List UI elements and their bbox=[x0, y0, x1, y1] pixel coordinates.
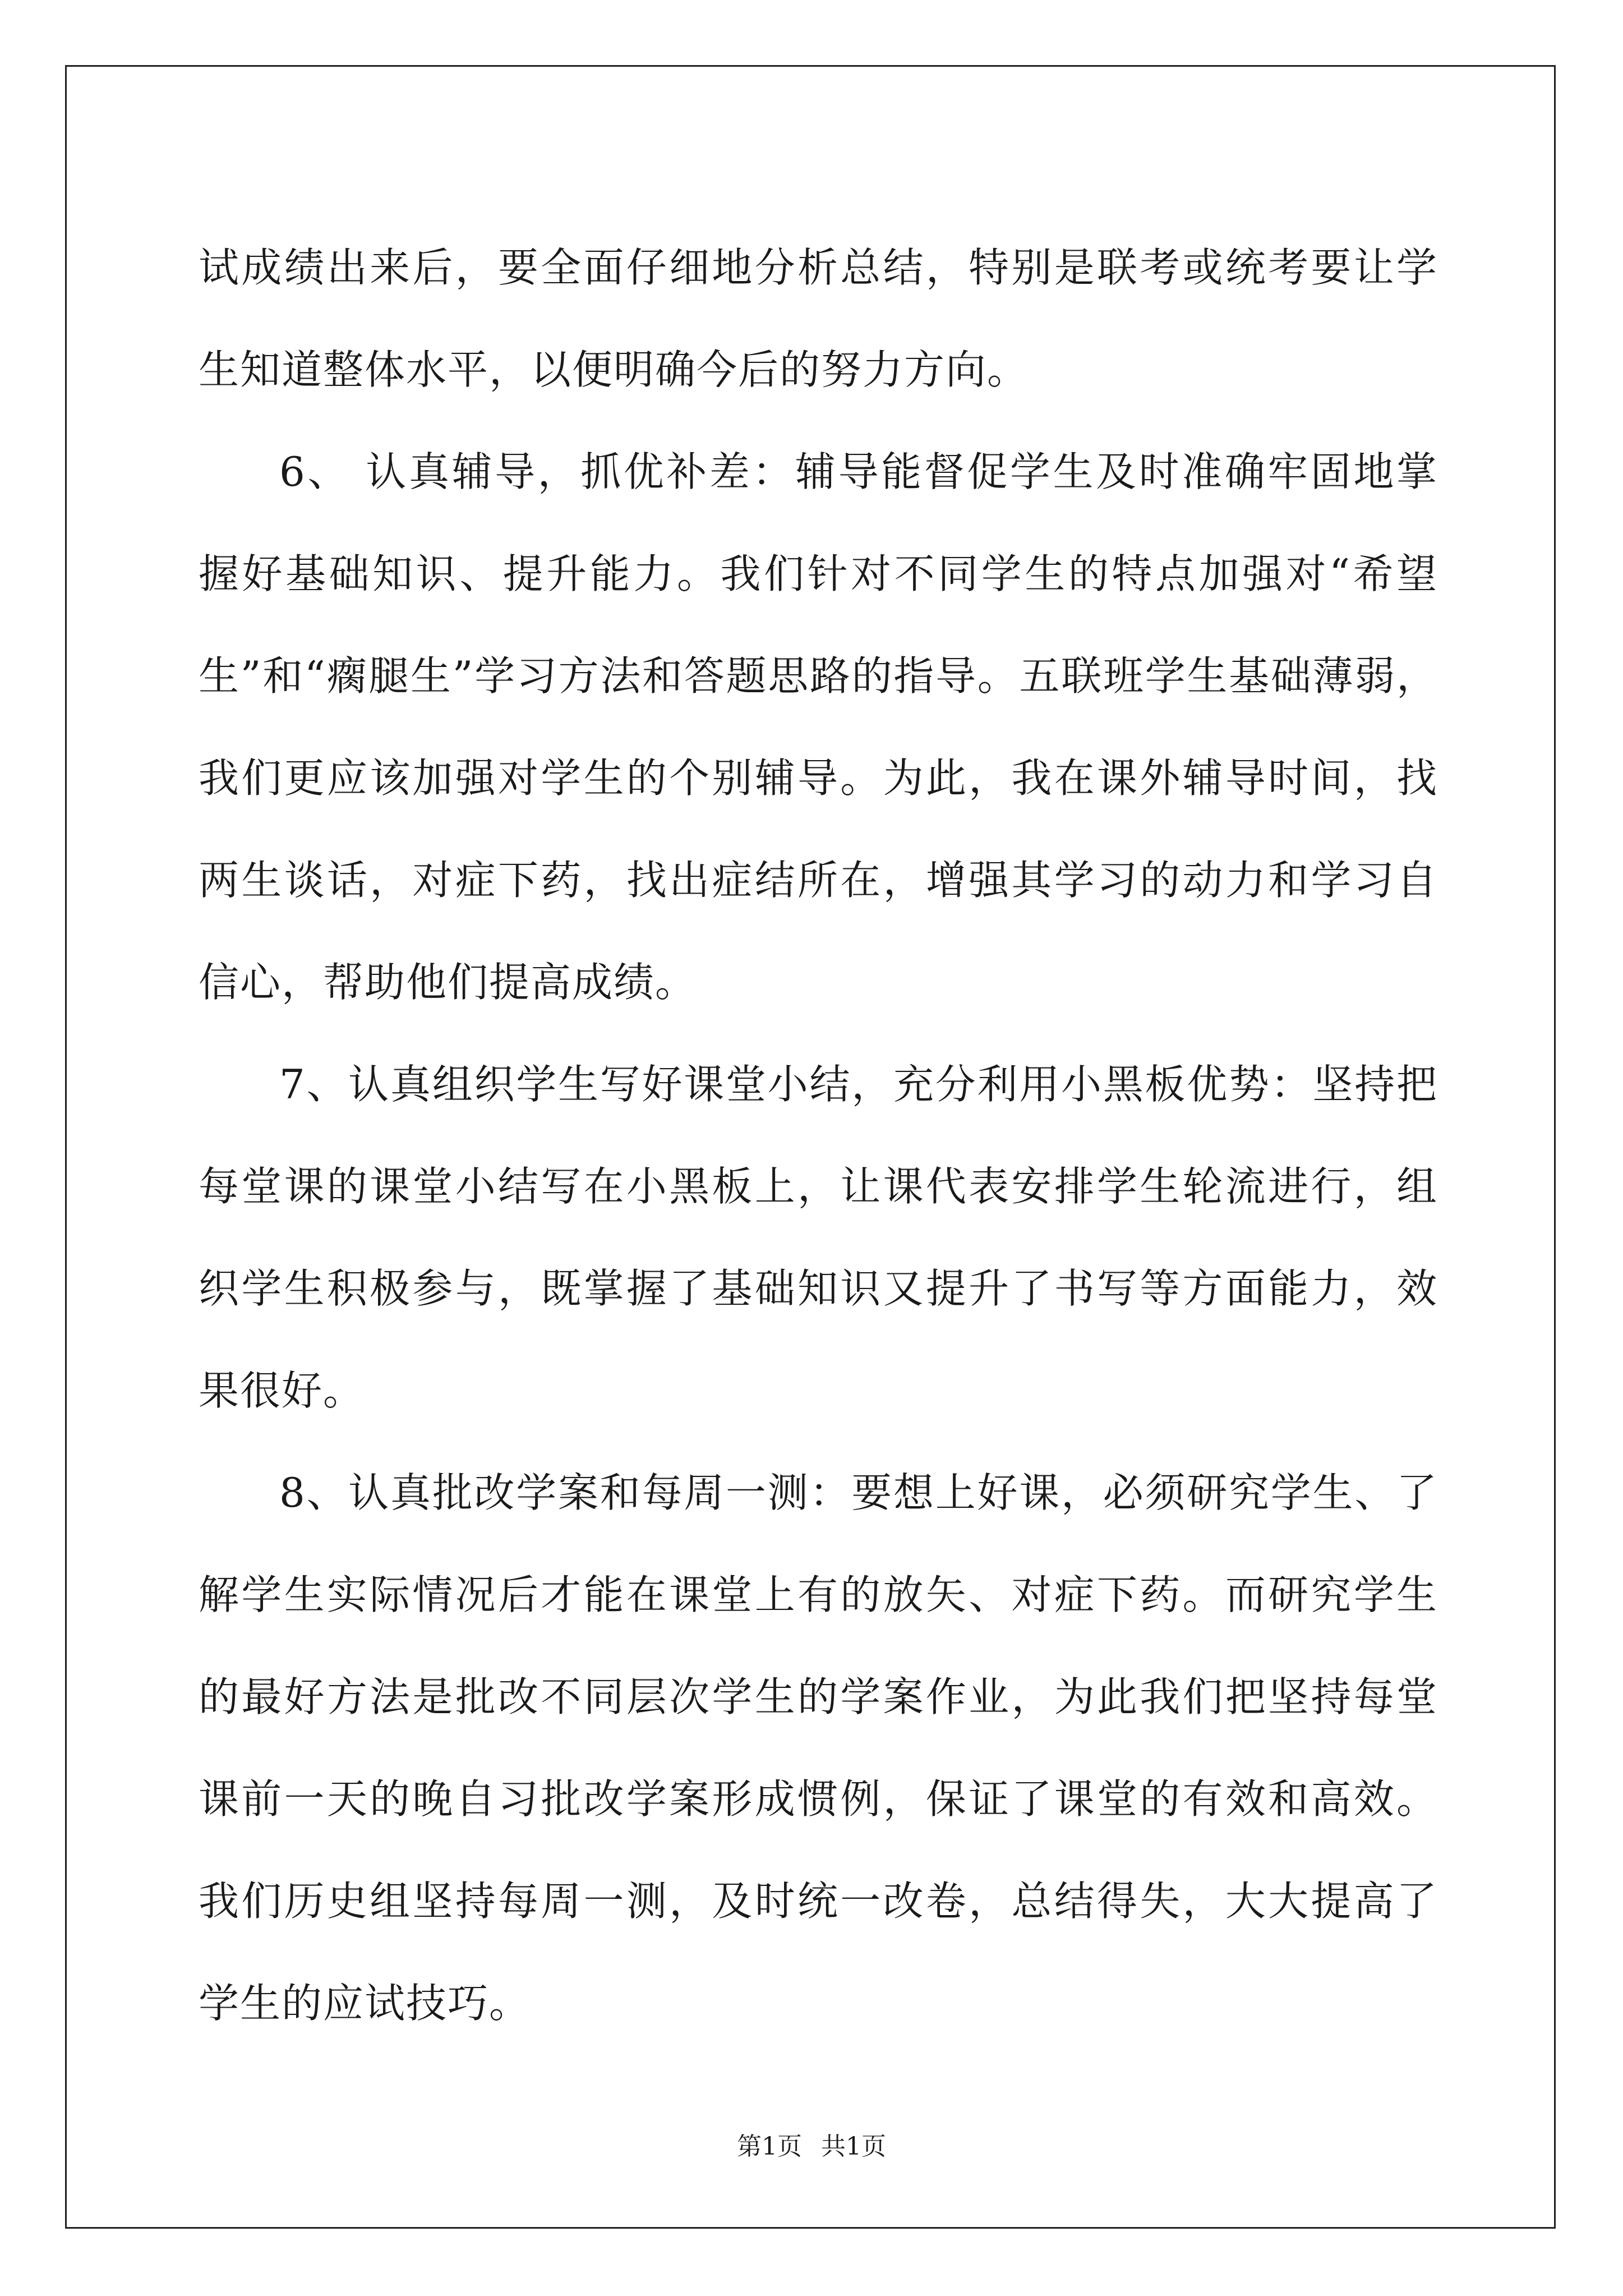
page-total: 共1页 bbox=[821, 2132, 886, 2161]
page-number: 第1页 bbox=[737, 2132, 802, 2161]
paragraph-1: 试成绩出来后，要全面仔细地分析总结，特别是联考或统考要让学生知道整体水平，以便明确今后的努力方向。 bbox=[199, 244, 1438, 393]
paragraph-3: 7、认真组织学生写好课堂小结，充分利用小黑板优势：坚持把每堂课的课堂小结写在小黑板上，让课代表安排学生轮流进行，组织学生积极参与，既掌握了基础知识又提升了书写等方面能力，效果很好。 bbox=[199, 1061, 1438, 1414]
document-body bbox=[199, 217, 1438, 2054]
paragraph-2: 6、 认真辅导，抓优补差：辅导能督促学生及时准确牢固地掌握好基础知识、提升能力。我们针对不同学生的特点加强对“希望生”和“瘸腿生”学习方法和答题思路的指导。五联班学生基础薄弱，我们更应该加强对学生的个别辅导。为此，我在课外辅导时间，找两生谈话，对症下药，找出症结所在，增强其学习的动力和学习自信心，帮助他们提高成绩。 bbox=[199, 448, 1438, 1006]
page-footer bbox=[0, 2126, 1623, 2162]
paragraph-4: 8、认真批改学案和每周一测：要想上好课，必须研究学生、了解学生实际情况后才能在课堂上有的放矢、对症下药。而研究学生的最好方法是批改不同层次学生的学案作业，为此我们把坚持每堂课前一天的晚自习批改学案形成惯例，保证了课堂的有效和高效。我们历史组坚持每周一测，及时统一改卷，总结得失，大大提高了学生的应试技巧。 bbox=[199, 1469, 1438, 2027]
